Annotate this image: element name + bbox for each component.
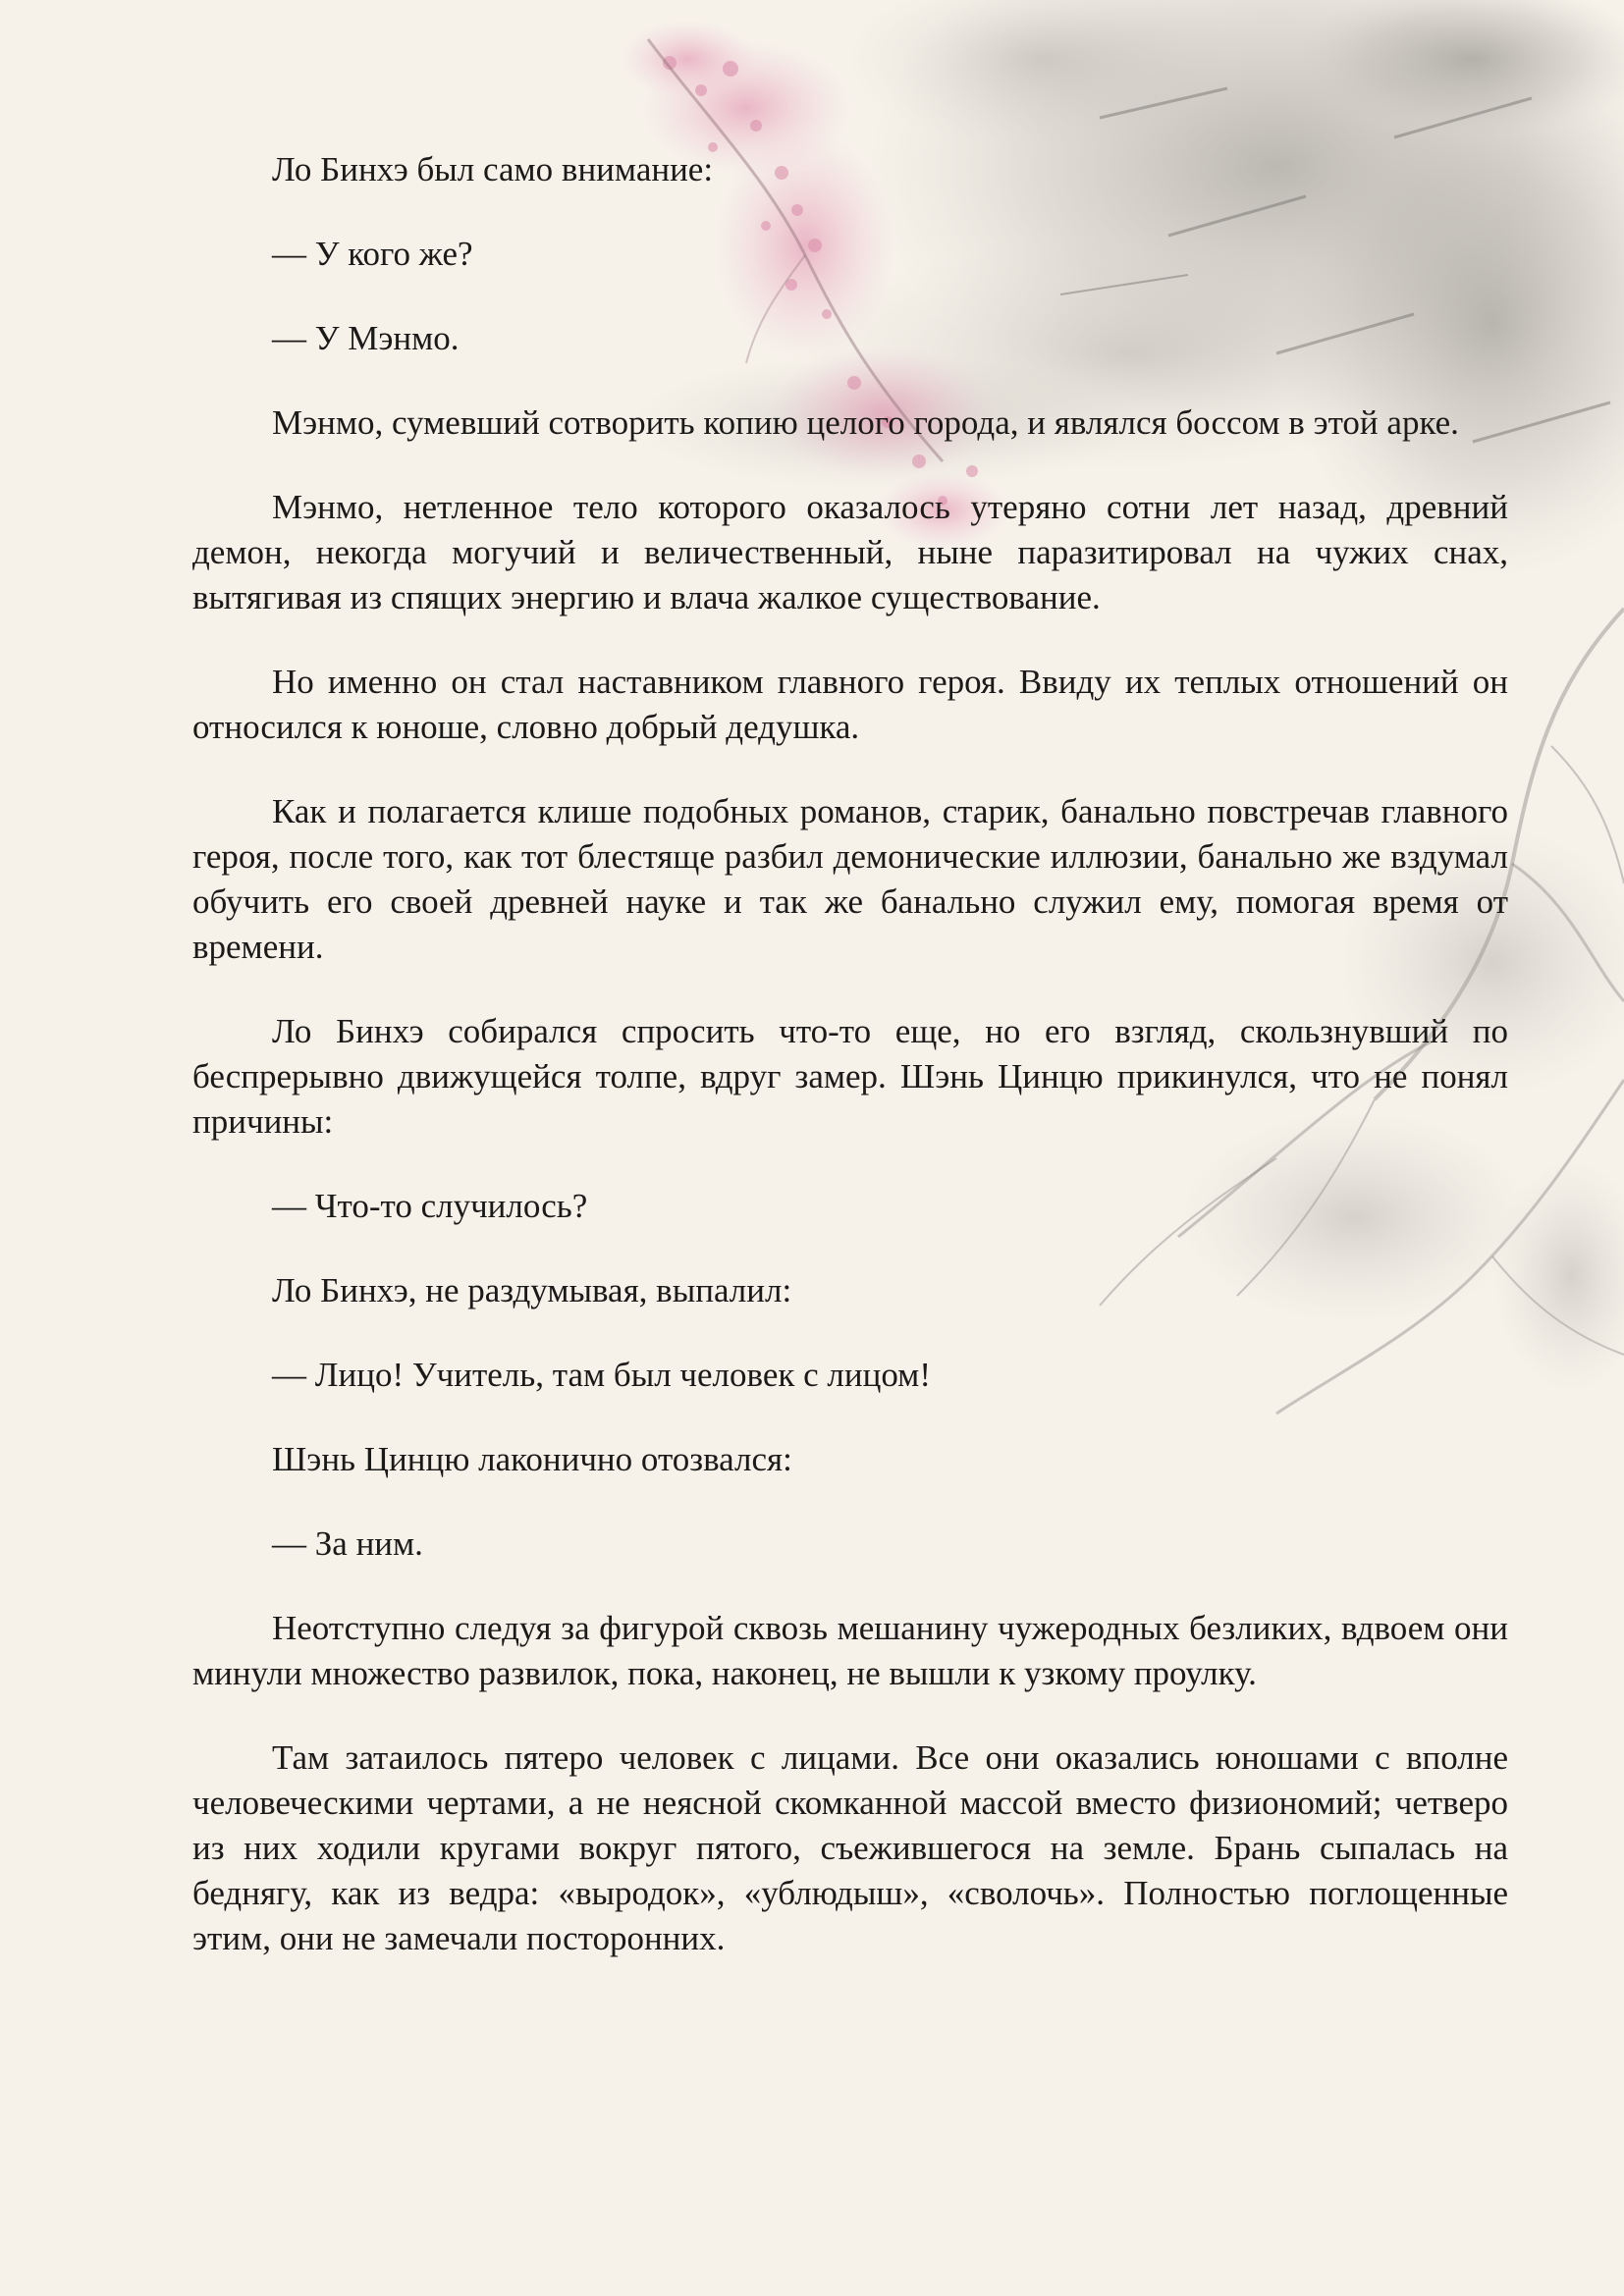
paragraph: Ло Бинхэ собирался спросить что-то еще, но его взгляд, скользнувший по беспрерывно движущейся толпе, вдруг замер. Шэнь Цинцю прикинулся, что не понял причины: [192, 1012, 1508, 1141]
paragraph: — За ним. [272, 1524, 423, 1563]
paragraph: Там затаилось пятеро человек с лицами. Все они оказались юношами с вполне человеческими чертами, а не неясной скомканной массой вместо физиономий; четверо из них ходили кругами вокруг пятого, съежившегося на земле. Брань сыпалась на беднягу, как из ведра: «выродок», «ублюдыш», «сволочь». Полностью поглощенные этим, они не замечали посторонних. [192, 1738, 1508, 1957]
paragraph: Мэнмо, сумевший сотворить копию целого города, и являлся боссом в этой арке. [272, 403, 1459, 442]
paragraph: Шэнь Цинцю лаконично отозвался: [272, 1440, 792, 1478]
page-text [192, 147, 1508, 2001]
paragraph: Ло Бинхэ, не раздумывая, выпалил: [272, 1271, 792, 1309]
paragraph: Неотступно следуя за фигурой сквозь мешанину чужеродных безликих, вдвоем они минули множество развилок, пока, наконец, не вышли к узкому проулку. [192, 1609, 1508, 1692]
paragraph: Ло Бинхэ был само внимание: [272, 150, 714, 188]
paragraph: — У Мэнмо. [272, 319, 460, 357]
paragraph: Как и полагается клише подобных романов, старик, банально повстречав главного героя, после того, как тот блестяще разбил демонические иллюзии, банально же вздумал обучить его своей древней науке и так же банально служил ему, помогая время от времени. [192, 792, 1508, 966]
paragraph: — Лицо! Учитель, там был человек с лицом! [272, 1356, 931, 1394]
paragraph: Но именно он стал наставником главного героя. Ввиду их теплых отношений он относился к юноше, словно добрый дедушка. [192, 663, 1508, 746]
paragraph: Мэнмо, нетленное тело которого оказалось утеряно сотни лет назад, древний демон, некогда могучий и величественный, ныне паразитировал на чужих снах, вытягивая из спящих энергию и влача жалкое существование. [192, 488, 1508, 616]
paragraph: — Что-то случилось? [272, 1187, 588, 1225]
paragraph: — У кого же? [272, 235, 473, 273]
